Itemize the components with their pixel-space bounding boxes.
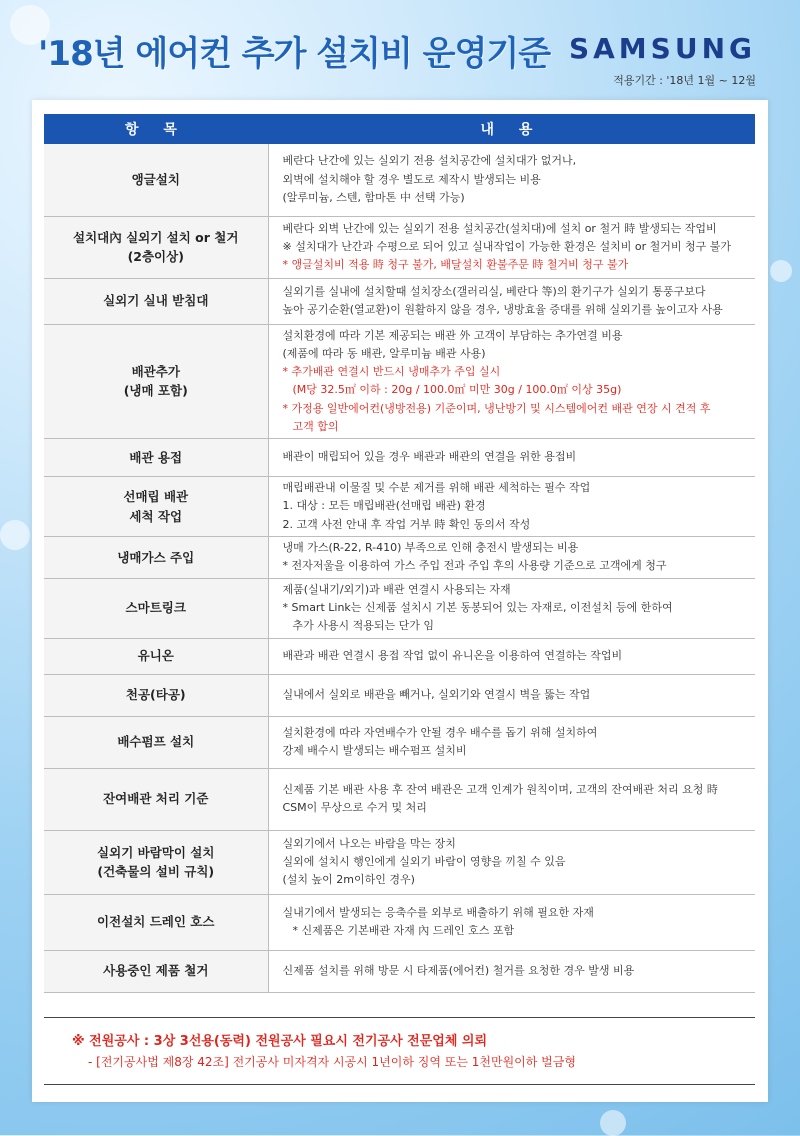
description-line-highlight: 고객 합의	[292, 419, 339, 433]
power-work-notice: ※ 전원공사 : 3상 3선용(동력) 전원공사 필요시 전기공사 전문업체 의뢰	[72, 1034, 488, 1049]
description-line: 외벽에 설치해야 할 경우 별도로 제작시 발생되는 비용	[282, 172, 541, 186]
description-line: 배관이 매립되어 있을 경우 배관과 배관의 연결을 위한 용접비	[282, 450, 577, 464]
item-name-line: 배수펌프 설치	[117, 734, 195, 750]
table-row	[44, 216, 755, 278]
table-row	[44, 278, 755, 324]
description-line: * Smart Link는 신제품 설치시 기본 동봉되어 있는 자재로, 이전설치 등에 한하여	[282, 600, 673, 614]
row-description	[268, 768, 755, 830]
table-row	[44, 578, 755, 638]
row-item-name	[44, 477, 268, 537]
description-line: ※ 설치대가 난간과 수평으로 되어 있고 실내작업이 가능한 환경은 설치비 or 철거비 청구 불가	[282, 239, 731, 253]
description-line-highlight: * 가정용 일반에어컨(냉방전용) 기준이며, 냉난방기 및 시스템에어컨 배관 연장 시 견적 후	[282, 401, 711, 415]
row-description	[268, 674, 755, 716]
item-name-line: 실외기 바람막이 설치	[97, 844, 215, 860]
description-line: 배관과 배관 연결시 용접 작업 없이 유니온을 이용하여 연결하는 작업비	[282, 648, 623, 662]
footer-divider	[44, 1084, 755, 1085]
description-line: (제품에 따라 동 배관, 알루미늄 배관 사용)	[282, 346, 486, 360]
item-name-line: (건축물의 설비 규칙)	[97, 864, 215, 879]
row-description	[268, 578, 755, 638]
description-line: 추가 사용시 적용되는 단가 임	[292, 619, 434, 633]
content-card	[32, 100, 768, 1102]
item-name-line: 유니온	[137, 648, 174, 664]
item-name-line: 냉매가스 주입	[117, 549, 195, 565]
row-item-name	[44, 537, 268, 579]
table-row	[44, 638, 755, 674]
row-description	[268, 716, 755, 768]
description-line: 실외기를 실내에 설치할때 설치장소(갤러리실, 베란다 等)의 환기구가 실외기 통풍구보다	[282, 284, 706, 298]
page-title: '18년 에어컨 추가 설치비 운영기준	[38, 34, 551, 74]
sparkle	[0, 520, 30, 550]
item-name-line: (2층이상)	[127, 249, 184, 264]
row-item-name	[44, 638, 268, 674]
description-line: * 전자저울을 이용하여 가스 주입 전과 주입 후의 사용량 기준으로 고객에게 청구	[282, 559, 667, 573]
row-description	[268, 144, 755, 216]
sparkle	[770, 260, 792, 282]
table-row	[44, 439, 755, 477]
table-row	[44, 144, 755, 216]
description-line: 실내에서 실외로 배관을 빼거나, 실외기와 연결시 벽을 뚫는 작업	[282, 687, 591, 701]
samsung-logo: SAMSUNG	[568, 32, 756, 65]
footer-divider	[44, 1017, 755, 1018]
row-item-name	[44, 278, 268, 324]
row-item-name	[44, 324, 268, 439]
application-period: 적용기간 : '18년 1월 ~ 12월	[613, 74, 756, 87]
item-name-line: 선매립 배관	[123, 489, 189, 505]
row-description	[268, 537, 755, 579]
description-line-highlight: * 앵글설치비 적용 時 청구 불가, 배달설치 환불주문 時 철거비 청구 불가	[282, 258, 629, 272]
row-item-name	[44, 439, 268, 477]
item-name-line: 이전설치 드레인 호스	[97, 914, 215, 930]
description-line: 실외에 설치시 행인에게 실외기 바람이 영향을 끼칠 수 있음	[282, 854, 566, 868]
row-item-name	[44, 144, 268, 216]
description-line: 실외기에서 나오는 바람을 막는 장치	[282, 836, 456, 850]
table-row	[44, 830, 755, 894]
row-description	[268, 477, 755, 537]
row-item-name	[44, 768, 268, 830]
row-description	[268, 894, 755, 950]
table-header-row	[44, 114, 755, 144]
row-description	[268, 950, 755, 992]
description-line: (설치 높이 2m이하인 경우)	[282, 873, 415, 887]
description-line: 설치환경에 따라 자연배수가 안될 경우 배수를 돕기 위해 설치하여	[282, 725, 598, 739]
description-line: 냉매 가스(R-22, R-410) 부족으로 인해 충전시 발생되는 비용	[282, 541, 579, 554]
description-line: 설치환경에 따라 기본 제공되는 배관 外 고객이 부담하는 추가연결 비용	[282, 328, 623, 342]
description-line-highlight: (M당 32.5㎡ 이하 : 20g / 100.0㎡ 미만 30g / 100.0㎡ 이상 35g)	[292, 383, 622, 397]
description-line: * 신제품은 기본배관 자재 內 드레인 호스 포함	[292, 924, 515, 937]
table-row	[44, 894, 755, 950]
item-name-line: 스마트링크	[125, 600, 186, 616]
description-line: 베란다 외벽 난간에 있는 실외기 전용 설치공간(설치대)에 설치 or 철거 時 발생되는 작업비	[282, 221, 717, 235]
description-line: 실내기에서 발생되는 응축수를 외부로 배출하기 위해 필요한 자재	[282, 905, 594, 919]
description-line: 매립배관내 이물질 및 수분 제거를 위해 배관 세척하는 필수 작업	[282, 481, 591, 495]
row-item-name	[44, 950, 268, 992]
table-row	[44, 950, 755, 992]
item-name-line: 천공(타공)	[125, 687, 186, 703]
table-row	[44, 674, 755, 716]
item-name-line: (냉매 포함)	[123, 383, 188, 399]
description-line: 신제품 설치를 위해 방문 시 타제품(에어컨) 철거를 요청한 경우 발생 비용	[282, 963, 635, 977]
item-name-line: 설치대內 실외기 설치 or 철거	[73, 229, 239, 245]
description-line: 높아 공기순환(열교환)이 원활하지 않을 경우, 냉방효율 증대를 위해 실외기를 높이고자 사용	[282, 303, 723, 316]
item-name-line: 배관추가	[131, 363, 180, 379]
row-item-name	[44, 578, 268, 638]
row-item-name	[44, 716, 268, 768]
description-line: 제품(실내기/외기)과 배관 연결시 사용되는 자재	[282, 582, 511, 596]
description-line: 2. 고객 사전 안내 후 작업 거부 時 확인 동의서 작성	[282, 517, 531, 531]
install-cost-table	[44, 114, 755, 993]
table-row	[44, 716, 755, 768]
row-item-name	[44, 894, 268, 950]
item-name-line: 배관 용접	[129, 449, 183, 465]
description-line: CSM이 무상으로 수거 및 처리	[282, 801, 427, 814]
description-line-highlight: * 추가배관 연결시 반드시 냉매추가 주입 실시	[282, 365, 501, 378]
item-name-line: 잔여배관 처리 기준	[103, 791, 209, 807]
header-item: 항 목	[44, 114, 268, 144]
table-row	[44, 537, 755, 579]
description-line: 신제품 기본 배관 사용 후 잔여 배관은 고객 인계가 원칙이며, 고객의 잔여배관 처리 요청 時	[282, 782, 718, 796]
header-content: 내 용	[268, 114, 755, 144]
row-item-name	[44, 674, 268, 716]
row-item-name	[44, 216, 268, 278]
table-row	[44, 477, 755, 537]
row-description	[268, 278, 755, 324]
row-description	[268, 216, 755, 278]
table-row	[44, 768, 755, 830]
item-name-line: 실외기 실내 받침대	[103, 293, 209, 309]
description-line: 베란다 난간에 있는 실외기 전용 설치공간에 설치대가 없거나,	[282, 154, 577, 168]
item-name-line: 사용중인 제품 철거	[103, 963, 209, 979]
row-description	[268, 638, 755, 674]
description-line: 강제 배수시 발생되는 배수펌프 설치비	[282, 744, 467, 757]
row-description	[268, 324, 755, 439]
row-description	[268, 439, 755, 477]
description-line: (알루미늄, 스텐, 함마톤 中 선택 가능)	[282, 190, 465, 204]
item-name-line: 세척 작업	[129, 508, 183, 524]
row-description	[268, 830, 755, 894]
row-item-name	[44, 830, 268, 894]
sparkle	[600, 1110, 626, 1136]
item-name-line: 앵글설치	[131, 172, 180, 188]
electrical-law-notice: - [전기공사법 제8장 42조] 전기공사 미자격자 시공시 1년이하 징역 또는 1천만원이하 벌금형	[88, 1055, 576, 1069]
table-row	[44, 324, 755, 439]
description-line: 1. 대상 : 모든 매립배관(선매립 배관) 환경	[282, 499, 486, 513]
